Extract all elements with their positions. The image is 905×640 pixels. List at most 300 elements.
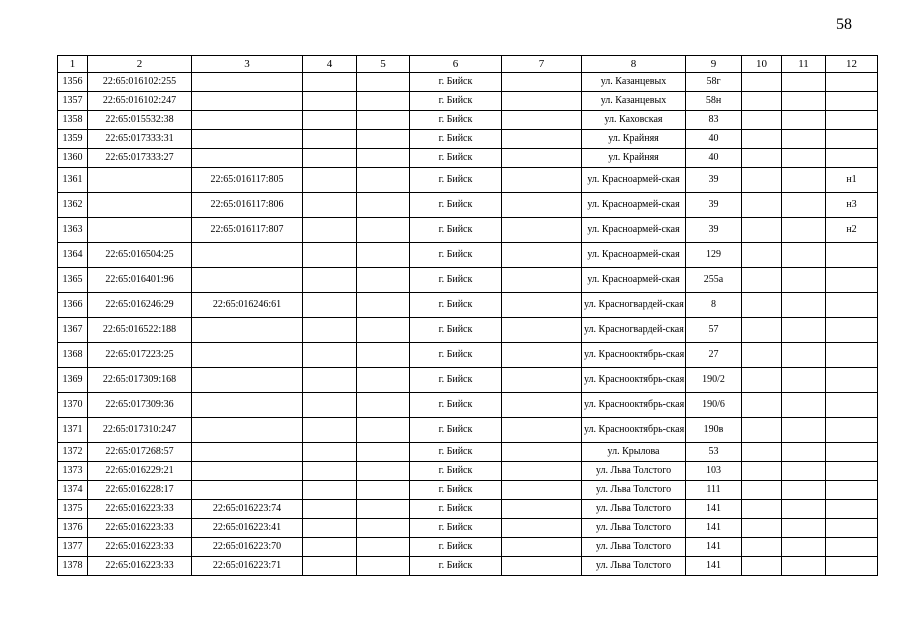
- col5-cell: [357, 538, 410, 557]
- room-number-cell: [192, 243, 303, 268]
- street-cell: ул. Крайняя: [582, 149, 686, 168]
- table-row: [58, 418, 878, 443]
- col11-cell: [782, 73, 826, 92]
- room-number-cell: 22:65:016223:70: [192, 538, 303, 557]
- row-number-cell: 1372: [58, 443, 88, 462]
- col4-cell: [303, 149, 357, 168]
- city-cell: г. Бийск: [410, 393, 502, 418]
- street-cell: ул. Льва Толстого: [582, 557, 686, 576]
- col5-cell: [357, 462, 410, 481]
- house-number-cell: 39: [686, 193, 742, 218]
- table-row: [58, 111, 878, 130]
- col11-cell: [782, 168, 826, 193]
- col7-cell: [502, 519, 582, 538]
- note-cell: [826, 111, 878, 130]
- col7-cell: [502, 318, 582, 343]
- col11-cell: [782, 111, 826, 130]
- row-number-cell: 1358: [58, 111, 88, 130]
- table-row: [58, 218, 878, 243]
- column-header: 10: [742, 56, 782, 73]
- col4-cell: [303, 193, 357, 218]
- table-row: [58, 393, 878, 418]
- col11-cell: [782, 193, 826, 218]
- row-number-cell: 1363: [58, 218, 88, 243]
- table-row: [58, 149, 878, 168]
- house-number-cell: 57: [686, 318, 742, 343]
- col4-cell: [303, 268, 357, 293]
- col7-cell: [502, 193, 582, 218]
- room-number-cell: [192, 130, 303, 149]
- table-row: [58, 538, 878, 557]
- street-cell: ул. Льва Толстого: [582, 500, 686, 519]
- street-cell: ул. Крайняя: [582, 130, 686, 149]
- street-cell: ул. Крылова: [582, 443, 686, 462]
- room-number-cell: 22:65:016117:807: [192, 218, 303, 243]
- cadastral-number-cell: 22:65:016223:33: [88, 519, 192, 538]
- note-cell: [826, 481, 878, 500]
- col4-cell: [303, 130, 357, 149]
- col10-cell: [742, 318, 782, 343]
- col7-cell: [502, 293, 582, 318]
- cadastral-number-cell: 22:65:016223:33: [88, 500, 192, 519]
- col10-cell: [742, 218, 782, 243]
- cadastral-number-cell: 22:65:017310:247: [88, 418, 192, 443]
- register-body: [58, 73, 878, 576]
- col5-cell: [357, 73, 410, 92]
- cadastral-number-cell: 22:65:016102:255: [88, 73, 192, 92]
- note-cell: [826, 418, 878, 443]
- column-header: 9: [686, 56, 742, 73]
- house-number-cell: 40: [686, 130, 742, 149]
- col10-cell: [742, 193, 782, 218]
- house-number-cell: 40: [686, 149, 742, 168]
- col7-cell: [502, 418, 582, 443]
- cadastral-number-cell: 22:65:017223:25: [88, 343, 192, 368]
- col4-cell: [303, 481, 357, 500]
- col11-cell: [782, 243, 826, 268]
- table-row: [58, 193, 878, 218]
- col10-cell: [742, 481, 782, 500]
- col7-cell: [502, 92, 582, 111]
- col5-cell: [357, 418, 410, 443]
- col4-cell: [303, 538, 357, 557]
- city-cell: г. Бийск: [410, 443, 502, 462]
- table-row: [58, 243, 878, 268]
- cadastral-number-cell: 22:65:016522:188: [88, 318, 192, 343]
- column-header: 7: [502, 56, 582, 73]
- note-cell: [826, 368, 878, 393]
- col11-cell: [782, 268, 826, 293]
- col4-cell: [303, 418, 357, 443]
- col7-cell: [502, 500, 582, 519]
- col11-cell: [782, 519, 826, 538]
- city-cell: г. Бийск: [410, 418, 502, 443]
- col11-cell: [782, 149, 826, 168]
- col5-cell: [357, 130, 410, 149]
- street-cell: ул. Красноармей-ская: [582, 168, 686, 193]
- col5-cell: [357, 218, 410, 243]
- col10-cell: [742, 168, 782, 193]
- col11-cell: [782, 218, 826, 243]
- col4-cell: [303, 462, 357, 481]
- col11-cell: [782, 318, 826, 343]
- note-cell: [826, 538, 878, 557]
- street-cell: ул. Краснооктябрь-ская: [582, 418, 686, 443]
- col10-cell: [742, 500, 782, 519]
- house-number-cell: 83: [686, 111, 742, 130]
- col11-cell: [782, 293, 826, 318]
- room-number-cell: [192, 73, 303, 92]
- col5-cell: [357, 268, 410, 293]
- col5-cell: [357, 168, 410, 193]
- room-number-cell: [192, 481, 303, 500]
- city-cell: г. Бийск: [410, 557, 502, 576]
- cadastral-number-cell: 22:65:016401:96: [88, 268, 192, 293]
- house-number-cell: 141: [686, 557, 742, 576]
- house-number-cell: 53: [686, 443, 742, 462]
- note-cell: [826, 73, 878, 92]
- column-header: 8: [582, 56, 686, 73]
- col4-cell: [303, 218, 357, 243]
- col7-cell: [502, 218, 582, 243]
- cadastral-number-cell: 22:65:016229:21: [88, 462, 192, 481]
- house-number-cell: 103: [686, 462, 742, 481]
- col11-cell: [782, 418, 826, 443]
- col10-cell: [742, 343, 782, 368]
- note-cell: н1: [826, 168, 878, 193]
- room-number-cell: 22:65:016223:41: [192, 519, 303, 538]
- table-row: [58, 500, 878, 519]
- city-cell: г. Бийск: [410, 130, 502, 149]
- city-cell: г. Бийск: [410, 92, 502, 111]
- house-number-cell: 58н: [686, 92, 742, 111]
- city-cell: г. Бийск: [410, 168, 502, 193]
- table-row: [58, 168, 878, 193]
- cadastral-number-cell: 22:65:017268:57: [88, 443, 192, 462]
- row-number-cell: 1373: [58, 462, 88, 481]
- row-number-cell: 1377: [58, 538, 88, 557]
- col4-cell: [303, 92, 357, 111]
- house-number-cell: 8: [686, 293, 742, 318]
- city-cell: г. Бийск: [410, 268, 502, 293]
- col5-cell: [357, 318, 410, 343]
- room-number-cell: [192, 318, 303, 343]
- row-number-cell: 1375: [58, 500, 88, 519]
- room-number-cell: 22:65:016223:74: [192, 500, 303, 519]
- col5-cell: [357, 519, 410, 538]
- col4-cell: [303, 243, 357, 268]
- col7-cell: [502, 268, 582, 293]
- row-number-cell: 1376: [58, 519, 88, 538]
- street-cell: ул. Краснооктябрь-ская: [582, 393, 686, 418]
- col11-cell: [782, 500, 826, 519]
- row-number-cell: 1368: [58, 343, 88, 368]
- col4-cell: [303, 519, 357, 538]
- note-cell: [826, 293, 878, 318]
- street-cell: ул. Красногвардей-ская: [582, 318, 686, 343]
- col11-cell: [782, 538, 826, 557]
- col4-cell: [303, 168, 357, 193]
- street-cell: ул. Льва Толстого: [582, 481, 686, 500]
- street-cell: ул. Краснооктябрь-ская: [582, 368, 686, 393]
- col7-cell: [502, 149, 582, 168]
- col7-cell: [502, 481, 582, 500]
- house-number-cell: 39: [686, 168, 742, 193]
- col5-cell: [357, 293, 410, 318]
- col7-cell: [502, 443, 582, 462]
- col4-cell: [303, 73, 357, 92]
- cadastral-number-cell: 22:65:016246:29: [88, 293, 192, 318]
- row-number-cell: 1367: [58, 318, 88, 343]
- col7-cell: [502, 393, 582, 418]
- row-number-cell: 1369: [58, 368, 88, 393]
- city-cell: г. Бийск: [410, 318, 502, 343]
- row-number-cell: 1378: [58, 557, 88, 576]
- cadastral-number-cell: 22:65:016102:247: [88, 92, 192, 111]
- col11-cell: [782, 557, 826, 576]
- col5-cell: [357, 92, 410, 111]
- city-cell: г. Бийск: [410, 519, 502, 538]
- room-number-cell: [192, 393, 303, 418]
- column-header: 6: [410, 56, 502, 73]
- header-row: [58, 56, 878, 73]
- house-number-cell: 141: [686, 538, 742, 557]
- col10-cell: [742, 92, 782, 111]
- cadastral-number-cell: [88, 168, 192, 193]
- house-number-cell: 39: [686, 218, 742, 243]
- cadastral-number-cell: 22:65:016504:25: [88, 243, 192, 268]
- row-number-cell: 1364: [58, 243, 88, 268]
- table-row: [58, 318, 878, 343]
- table-row: [58, 368, 878, 393]
- street-cell: ул. Льва Толстого: [582, 538, 686, 557]
- note-cell: [826, 519, 878, 538]
- note-cell: [826, 149, 878, 168]
- room-number-cell: [192, 343, 303, 368]
- room-number-cell: [192, 368, 303, 393]
- street-cell: ул. Льва Толстого: [582, 462, 686, 481]
- register-table: [57, 55, 878, 576]
- room-number-cell: [192, 443, 303, 462]
- col5-cell: [357, 443, 410, 462]
- col5-cell: [357, 193, 410, 218]
- city-cell: г. Бийск: [410, 500, 502, 519]
- room-number-cell: 22:65:016117:805: [192, 168, 303, 193]
- row-number-cell: 1356: [58, 73, 88, 92]
- street-cell: ул. Красноармей-ская: [582, 193, 686, 218]
- note-cell: [826, 243, 878, 268]
- col4-cell: [303, 343, 357, 368]
- house-number-cell: 111: [686, 481, 742, 500]
- column-header: 12: [826, 56, 878, 73]
- city-cell: г. Бийск: [410, 343, 502, 368]
- col10-cell: [742, 462, 782, 481]
- col10-cell: [742, 393, 782, 418]
- col4-cell: [303, 443, 357, 462]
- col5-cell: [357, 368, 410, 393]
- note-cell: [826, 443, 878, 462]
- col11-cell: [782, 130, 826, 149]
- note-cell: н3: [826, 193, 878, 218]
- note-cell: [826, 268, 878, 293]
- note-cell: [826, 92, 878, 111]
- col7-cell: [502, 73, 582, 92]
- col4-cell: [303, 318, 357, 343]
- house-number-cell: 190/2: [686, 368, 742, 393]
- row-number-cell: 1357: [58, 92, 88, 111]
- column-header: 2: [88, 56, 192, 73]
- table-row: [58, 268, 878, 293]
- row-number-cell: 1359: [58, 130, 88, 149]
- row-number-cell: 1360: [58, 149, 88, 168]
- row-number-cell: 1366: [58, 293, 88, 318]
- table-row: [58, 557, 878, 576]
- col4-cell: [303, 368, 357, 393]
- page-number: 58: [836, 16, 852, 33]
- col7-cell: [502, 538, 582, 557]
- table-row: [58, 443, 878, 462]
- col5-cell: [357, 343, 410, 368]
- cadastral-number-cell: 22:65:017333:31: [88, 130, 192, 149]
- col10-cell: [742, 268, 782, 293]
- col7-cell: [502, 111, 582, 130]
- city-cell: г. Бийск: [410, 481, 502, 500]
- house-number-cell: 141: [686, 519, 742, 538]
- table-row: [58, 519, 878, 538]
- col5-cell: [357, 243, 410, 268]
- house-number-cell: 141: [686, 500, 742, 519]
- col4-cell: [303, 293, 357, 318]
- note-cell: [826, 318, 878, 343]
- table-row: [58, 73, 878, 92]
- house-number-cell: 190/6: [686, 393, 742, 418]
- col11-cell: [782, 92, 826, 111]
- table-row: [58, 462, 878, 481]
- table-row: [58, 92, 878, 111]
- table-row: [58, 130, 878, 149]
- room-number-cell: 22:65:016246:61: [192, 293, 303, 318]
- room-number-cell: 22:65:016223:71: [192, 557, 303, 576]
- col11-cell: [782, 368, 826, 393]
- col10-cell: [742, 130, 782, 149]
- city-cell: г. Бийск: [410, 218, 502, 243]
- column-header: 11: [782, 56, 826, 73]
- col10-cell: [742, 111, 782, 130]
- city-cell: г. Бийск: [410, 293, 502, 318]
- row-number-cell: 1370: [58, 393, 88, 418]
- row-number-cell: 1371: [58, 418, 88, 443]
- col10-cell: [742, 418, 782, 443]
- col10-cell: [742, 293, 782, 318]
- col5-cell: [357, 500, 410, 519]
- col10-cell: [742, 368, 782, 393]
- street-cell: ул. Каховская: [582, 111, 686, 130]
- note-cell: [826, 393, 878, 418]
- col7-cell: [502, 168, 582, 193]
- house-number-cell: 255а: [686, 268, 742, 293]
- table-row: [58, 293, 878, 318]
- note-cell: [826, 343, 878, 368]
- street-cell: ул. Красноармей-ская: [582, 218, 686, 243]
- col10-cell: [742, 243, 782, 268]
- col11-cell: [782, 443, 826, 462]
- col5-cell: [357, 393, 410, 418]
- house-number-cell: 190в: [686, 418, 742, 443]
- note-cell: [826, 557, 878, 576]
- city-cell: г. Бийск: [410, 368, 502, 393]
- col10-cell: [742, 557, 782, 576]
- col7-cell: [502, 343, 582, 368]
- col11-cell: [782, 481, 826, 500]
- room-number-cell: [192, 111, 303, 130]
- room-number-cell: [192, 268, 303, 293]
- column-header: 4: [303, 56, 357, 73]
- street-cell: ул. Краснооктябрь-ская: [582, 343, 686, 368]
- col4-cell: [303, 557, 357, 576]
- column-header: 3: [192, 56, 303, 73]
- col10-cell: [742, 73, 782, 92]
- cadastral-number-cell: 22:65:017333:27: [88, 149, 192, 168]
- room-number-cell: [192, 149, 303, 168]
- note-cell: [826, 462, 878, 481]
- street-cell: ул. Казанцевых: [582, 92, 686, 111]
- house-number-cell: 58г: [686, 73, 742, 92]
- city-cell: г. Бийск: [410, 538, 502, 557]
- col11-cell: [782, 343, 826, 368]
- cadastral-number-cell: [88, 218, 192, 243]
- col10-cell: [742, 538, 782, 557]
- col11-cell: [782, 393, 826, 418]
- cadastral-number-cell: 22:65:017309:36: [88, 393, 192, 418]
- room-number-cell: 22:65:016117:806: [192, 193, 303, 218]
- col5-cell: [357, 111, 410, 130]
- row-number-cell: 1374: [58, 481, 88, 500]
- city-cell: г. Бийск: [410, 149, 502, 168]
- row-number-cell: 1362: [58, 193, 88, 218]
- cadastral-number-cell: 22:65:016228:17: [88, 481, 192, 500]
- col7-cell: [502, 130, 582, 149]
- cadastral-number-cell: 22:65:017309:168: [88, 368, 192, 393]
- column-header: 5: [357, 56, 410, 73]
- house-number-cell: 129: [686, 243, 742, 268]
- cadastral-number-cell: 22:65:016223:33: [88, 538, 192, 557]
- cadastral-number-cell: 22:65:015532:38: [88, 111, 192, 130]
- house-number-cell: 27: [686, 343, 742, 368]
- col10-cell: [742, 519, 782, 538]
- city-cell: г. Бийск: [410, 111, 502, 130]
- street-cell: ул. Красноармей-ская: [582, 268, 686, 293]
- note-cell: [826, 500, 878, 519]
- table-row: [58, 343, 878, 368]
- street-cell: ул. Красногвардей-ская: [582, 293, 686, 318]
- city-cell: г. Бийск: [410, 243, 502, 268]
- room-number-cell: [192, 92, 303, 111]
- row-number-cell: 1365: [58, 268, 88, 293]
- street-cell: ул. Льва Толстого: [582, 519, 686, 538]
- col5-cell: [357, 481, 410, 500]
- col11-cell: [782, 462, 826, 481]
- col5-cell: [357, 557, 410, 576]
- street-cell: ул. Казанцевых: [582, 73, 686, 92]
- col4-cell: [303, 111, 357, 130]
- city-cell: г. Бийск: [410, 193, 502, 218]
- note-cell: н2: [826, 218, 878, 243]
- col7-cell: [502, 368, 582, 393]
- table-row: [58, 481, 878, 500]
- city-cell: г. Бийск: [410, 73, 502, 92]
- column-header: 1: [58, 56, 88, 73]
- cadastral-number-cell: [88, 193, 192, 218]
